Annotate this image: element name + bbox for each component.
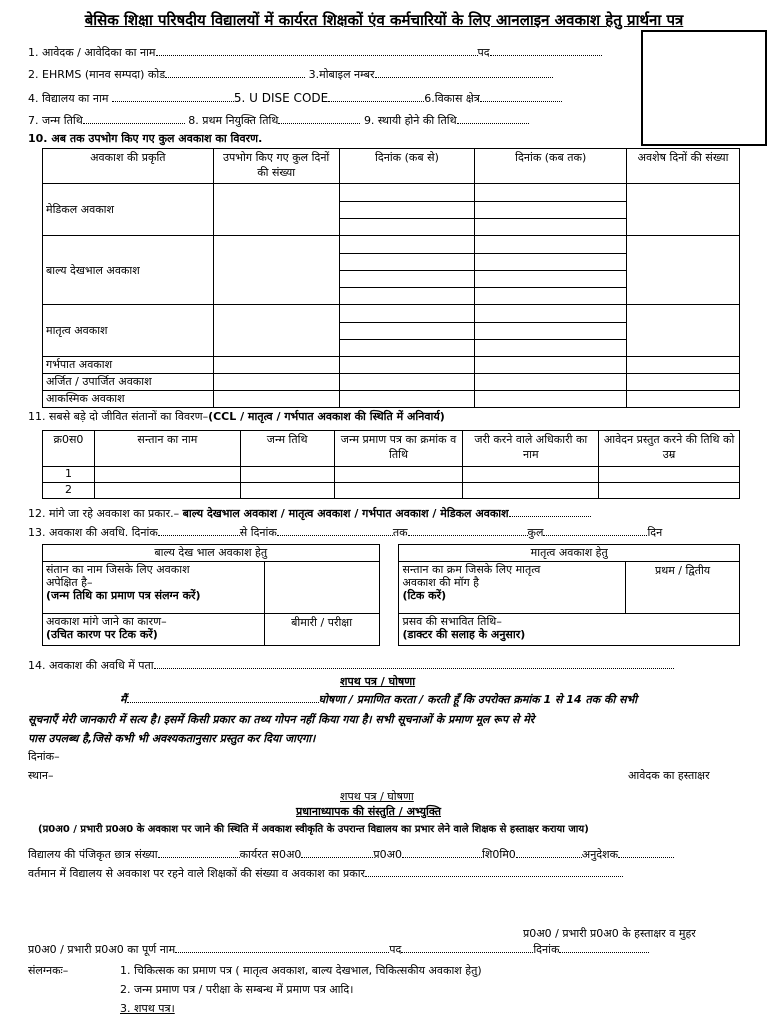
cell[interactable] — [463, 483, 599, 499]
field-mobile-label: 3.मोबाइल नम्बर — [308, 68, 375, 81]
declaration-line-2: सूचनाएँ मेरी जानकारी में सत्य है। इसमें किसी प्रकार का तथ्य गोपन नहीं किया गया है। सभी सूचनाओं के प्रमाण मूल रूप से मेरे — [28, 713, 535, 726]
cell[interactable] — [627, 357, 740, 374]
cell[interactable] — [213, 357, 339, 374]
section14-row — [28, 658, 674, 673]
cell[interactable] — [627, 374, 740, 391]
hm-declaration-heading: शपथ पत्र / घोषणा — [340, 790, 414, 803]
section11-label-bold: (CCL / मातृत्व / गर्भपात अवकाश की स्थिति में अनिवार्य) — [208, 410, 445, 423]
declaration-heading: शपथ पत्र / घोषणा — [340, 675, 416, 688]
post-input-line[interactable] — [490, 46, 602, 56]
table-row — [43, 614, 740, 646]
address-line[interactable] — [154, 659, 674, 669]
cell[interactable] — [475, 305, 627, 357]
leave-detail-table — [42, 544, 740, 646]
appoint-input-line[interactable] — [278, 114, 360, 124]
gap-line — [408, 526, 528, 536]
cell[interactable] — [94, 483, 240, 499]
cell[interactable] — [213, 391, 339, 408]
cell[interactable] — [339, 305, 475, 357]
col-days-used: उपभोग किए गए कुल दिनों की संख्या — [213, 149, 339, 184]
hm-post-line[interactable] — [401, 943, 533, 953]
cell[interactable] — [339, 236, 475, 305]
col-date-to: दिनांक (कब तक) — [475, 149, 627, 184]
section13-row — [28, 525, 662, 540]
col-date-from: दिनांक (कब से) — [339, 149, 475, 184]
section13-label-days: दिन — [647, 526, 663, 539]
hm-note: (प्र0अ0 / प्रभारी प्र0अ0 के अवकाश पर जाने की स्थिति में अवकाश स्वीकृति के उपरान्त विद्यालय का प्रभार लेने वाले शिक्षक से हस्ताक्षर कराया जाय) — [38, 824, 589, 835]
section11-label-row — [28, 409, 445, 424]
leave-detail-header — [43, 545, 740, 562]
table-row — [43, 357, 740, 374]
instructor-line[interactable] — [618, 848, 674, 858]
table-row — [43, 305, 740, 357]
attachment-item-2: 2. जन्म प्रमाण पत्र / परीक्षा के सम्बन्ध में प्रमाण पत्र आदि। — [120, 983, 354, 996]
from-date-line[interactable] — [158, 526, 240, 536]
field-dob-label: 7. जन्म तिथि — [28, 114, 83, 127]
student-count-line[interactable] — [158, 848, 240, 858]
section12-label: 12. मांगे जा रहे अवकाश का प्रकार.– — [28, 507, 180, 520]
declarant-name-line[interactable] — [127, 693, 319, 703]
row-casual-label: आकस्मिक अवकाश — [43, 391, 214, 408]
declaration-line-3: पास उपलब्ध है,जिसे कभी भी अवश्यकतानुसार प्रस्तुत कर दिया जाएगा। — [28, 732, 316, 745]
field-school-label: 4. विद्यालय का नाम — [28, 92, 109, 105]
field-ehrms-row — [28, 67, 553, 82]
row-serial-1: 1 — [43, 467, 95, 483]
delivery-date-label[interactable]: प्रसव की सभावित तिथि– (डाक्टर की सलाह के अनुसार) — [399, 614, 740, 646]
table-row — [43, 236, 740, 305]
table-row — [43, 374, 740, 391]
row-serial-2: 2 — [43, 483, 95, 499]
attachment-item-3: 3. शपथ पत्र। — [120, 1002, 175, 1015]
field-name-label: 1. आवेदक / आवेदिका का नाम — [28, 46, 156, 59]
ccl-child-name-label: संतान का नाम जिसके लिए अवकाश अपेक्षित है– (जन्म तिथि का प्रमाण पत्र संलग्न करें) — [43, 562, 265, 614]
total-days-line[interactable] — [543, 526, 647, 536]
row-earned-label: अर्जित / उपार्जित अवकाश — [43, 374, 214, 391]
permanent-input-line[interactable] — [457, 114, 529, 124]
cell[interactable] — [339, 391, 475, 408]
shiksha-mitra-line[interactable] — [516, 848, 582, 858]
cell[interactable] — [627, 391, 740, 408]
declaration-date: दिनांक– — [28, 750, 60, 763]
section13-label-from: 13. अवकाश की अवधि. दिनांक — [28, 526, 158, 539]
divider-cell — [379, 562, 399, 614]
table-row — [43, 467, 740, 483]
field-block-label: 6.विकास क्षेत्र — [424, 92, 480, 105]
cell[interactable] — [339, 374, 475, 391]
section12-value: बाल्य देखभाल अवकाश / मातृत्व अवकाश / गर्भपात अवकाश / मेडिकल अवकाश — [182, 507, 509, 520]
cell[interactable] — [339, 357, 475, 374]
hm-date-line[interactable] — [559, 943, 649, 953]
cell[interactable] — [213, 305, 339, 357]
cell[interactable] — [475, 374, 627, 391]
form-title: बेसिक शिक्षा परिषदीय विद्यालयों में कार्यरत शिक्षकों एंव कर्मचारियों के लिए आनलाइन अवकाश हेतु प्रार्थना पत्र — [84, 11, 684, 29]
cell[interactable] — [475, 391, 627, 408]
col-birth-cert: जन्म प्रमाण पत्र का क्रमांक व तिथि — [334, 431, 463, 467]
leave-summary-table — [42, 148, 740, 408]
ehrms-input-line[interactable] — [165, 68, 305, 78]
asst-teacher-line[interactable] — [301, 848, 373, 858]
ccl-reason-label: अवकाश मांगे जाने का कारण– (उचित कारण पर टिक करें) — [43, 614, 265, 646]
leave-table-header — [43, 149, 740, 184]
cell[interactable] — [463, 467, 599, 483]
school-input-line[interactable] — [112, 92, 234, 102]
col-serial: क्र0स0 — [43, 431, 95, 467]
children-table — [42, 430, 740, 499]
row-maternity-label: मातृत्व अवकाश — [43, 305, 214, 357]
declaration-place: स्थान– — [28, 769, 54, 782]
col-issuing-officer: जरी करने वाले अधिकारी का नाम — [463, 431, 599, 467]
col-child-age: आवेदन प्रस्तुत करने की तिथि को उम्र — [599, 431, 740, 467]
to-date-line[interactable] — [277, 526, 393, 536]
hm-name-row: प्र0अ0 / प्रभारी प्र0अ0 का पूर्ण नाम पद दिनांक — [28, 942, 649, 957]
hm-count-line[interactable] — [402, 848, 482, 858]
maternity-order-label: सन्तान का क्रम जिसके लिए मातृत्व अवकाश की मॉग है (टिक करें) — [399, 562, 626, 614]
cell[interactable] — [334, 483, 463, 499]
attachment-item-1: 1. चिकित्सक का प्रमाण पत्र ( मातृत्व अवकाश, बाल्य देखभाल, चिकित्सकीय अवकाश हेतु) — [120, 964, 482, 977]
table-row — [43, 184, 740, 236]
cell[interactable] — [599, 467, 740, 483]
hm-recommendation-heading: प्रधानाध्यापक की संस्तुति / अभ्युक्ति — [296, 805, 441, 818]
children-table-header — [43, 431, 740, 467]
section10-label: 10. अब तक उपभोग किए गए कुल अवकाश का विवरण. — [28, 132, 263, 145]
cell[interactable] — [627, 184, 740, 236]
hm-signature-label: प्र0अ0 / प्रभारी प्र0अ0 के हस्ताक्षर व मुहर — [523, 927, 696, 940]
cell[interactable] — [94, 467, 240, 483]
field-appoint-label: 8. प्रथम नियुक्ति तिथि — [188, 114, 279, 127]
col-child-name: सन्तान का नाम — [94, 431, 240, 467]
cell[interactable] — [339, 184, 475, 236]
cell[interactable] — [334, 467, 463, 483]
field-dates-row — [28, 113, 529, 128]
cell[interactable] — [213, 374, 339, 391]
declaration-line-1: मैं घोषणा / प्रमाणित करता / करती हूँ कि उपरोक्त क्रमांक 1 से 14 तक की सभी — [120, 693, 638, 706]
table-row — [43, 391, 740, 408]
dob-input-line[interactable] — [83, 114, 185, 124]
cell[interactable] — [213, 236, 339, 305]
hm-on-leave-row: वर्तमान में विद्यालय से अवकाश पर रहने वाले शिक्षकों की संख्या व अवकाश का प्रकार — [28, 866, 623, 881]
section13-label-total: कुल — [527, 526, 544, 539]
cell[interactable] — [213, 184, 339, 236]
section12-line[interactable] — [509, 507, 591, 517]
photo-box — [641, 30, 767, 146]
cell[interactable] — [475, 236, 627, 305]
field-post-label: पद — [477, 46, 490, 59]
table-row — [43, 483, 740, 499]
section14-label: 14. अवकाश की अवधि में पता — [28, 659, 154, 672]
row-medical-label: मेडिकल अवकाश — [43, 184, 214, 236]
cell[interactable] — [627, 305, 740, 357]
cell[interactable] — [475, 357, 627, 374]
name-input-line[interactable] — [156, 46, 478, 56]
ccl-child-name-value[interactable] — [264, 562, 379, 614]
cell[interactable] — [240, 483, 334, 499]
field-udise-label: 5. U DISE CODE — [233, 91, 329, 105]
maternity-order-options[interactable]: प्रथम / द्वितीय — [626, 562, 740, 614]
attachments-label: संलग्नकः– — [28, 964, 69, 977]
divider-cell — [379, 545, 399, 562]
field-school-row — [28, 91, 562, 106]
col-balance: अवशेष दिनों की संख्या — [627, 149, 740, 184]
hm-staff-row: विद्यालय की पंजिकृत छात्र संख्या कार्यरत स0अ0 प्र0अ0 शि0मि0 अनुदेशक — [28, 847, 674, 862]
row-ccl-label: बाल्य देखभाल अवकाश — [43, 236, 214, 305]
col-child-dob: जन्म तिथि — [240, 431, 334, 467]
cell[interactable] — [627, 236, 740, 305]
field-permanent-label: 9. स्थायी होने की तिथि — [363, 114, 457, 127]
mobile-input-line[interactable] — [375, 68, 553, 78]
cell[interactable] — [240, 467, 334, 483]
divider-cell — [379, 614, 399, 646]
section13-label-to: से दिनांक — [239, 526, 277, 539]
applicant-signature-label: आवेदक का हस्ताक्षर — [628, 769, 710, 782]
udise-input-line[interactable] — [328, 92, 424, 102]
field-name-row — [28, 45, 602, 60]
table-row — [43, 562, 740, 614]
row-miscarriage-label: गर्भपात अवकाश — [43, 357, 214, 374]
maternity-section-head: मातृत्व अवकाश हेतु — [399, 545, 740, 562]
hm-name-line[interactable] — [175, 943, 389, 953]
section12-row — [28, 506, 591, 521]
on-leave-line[interactable] — [365, 867, 623, 877]
section11-label: 11. सबसे बड़े दो जीवित संतानों का विवरण– — [28, 410, 209, 423]
block-input-line[interactable] — [480, 92, 562, 102]
ccl-section-head: बाल्य देख भाल अवकाश हेतु — [43, 545, 380, 562]
col-leave-type: अवकाश की प्रकृति — [43, 149, 214, 184]
cell[interactable] — [599, 483, 740, 499]
section13-label-till: तक — [392, 526, 408, 539]
ccl-reason-options[interactable]: बीमारी / परीक्षा — [264, 614, 379, 646]
cell[interactable] — [475, 184, 627, 236]
field-ehrms-label: 2. EHRMS (मानव सम्पदा) कोड — [28, 68, 166, 81]
